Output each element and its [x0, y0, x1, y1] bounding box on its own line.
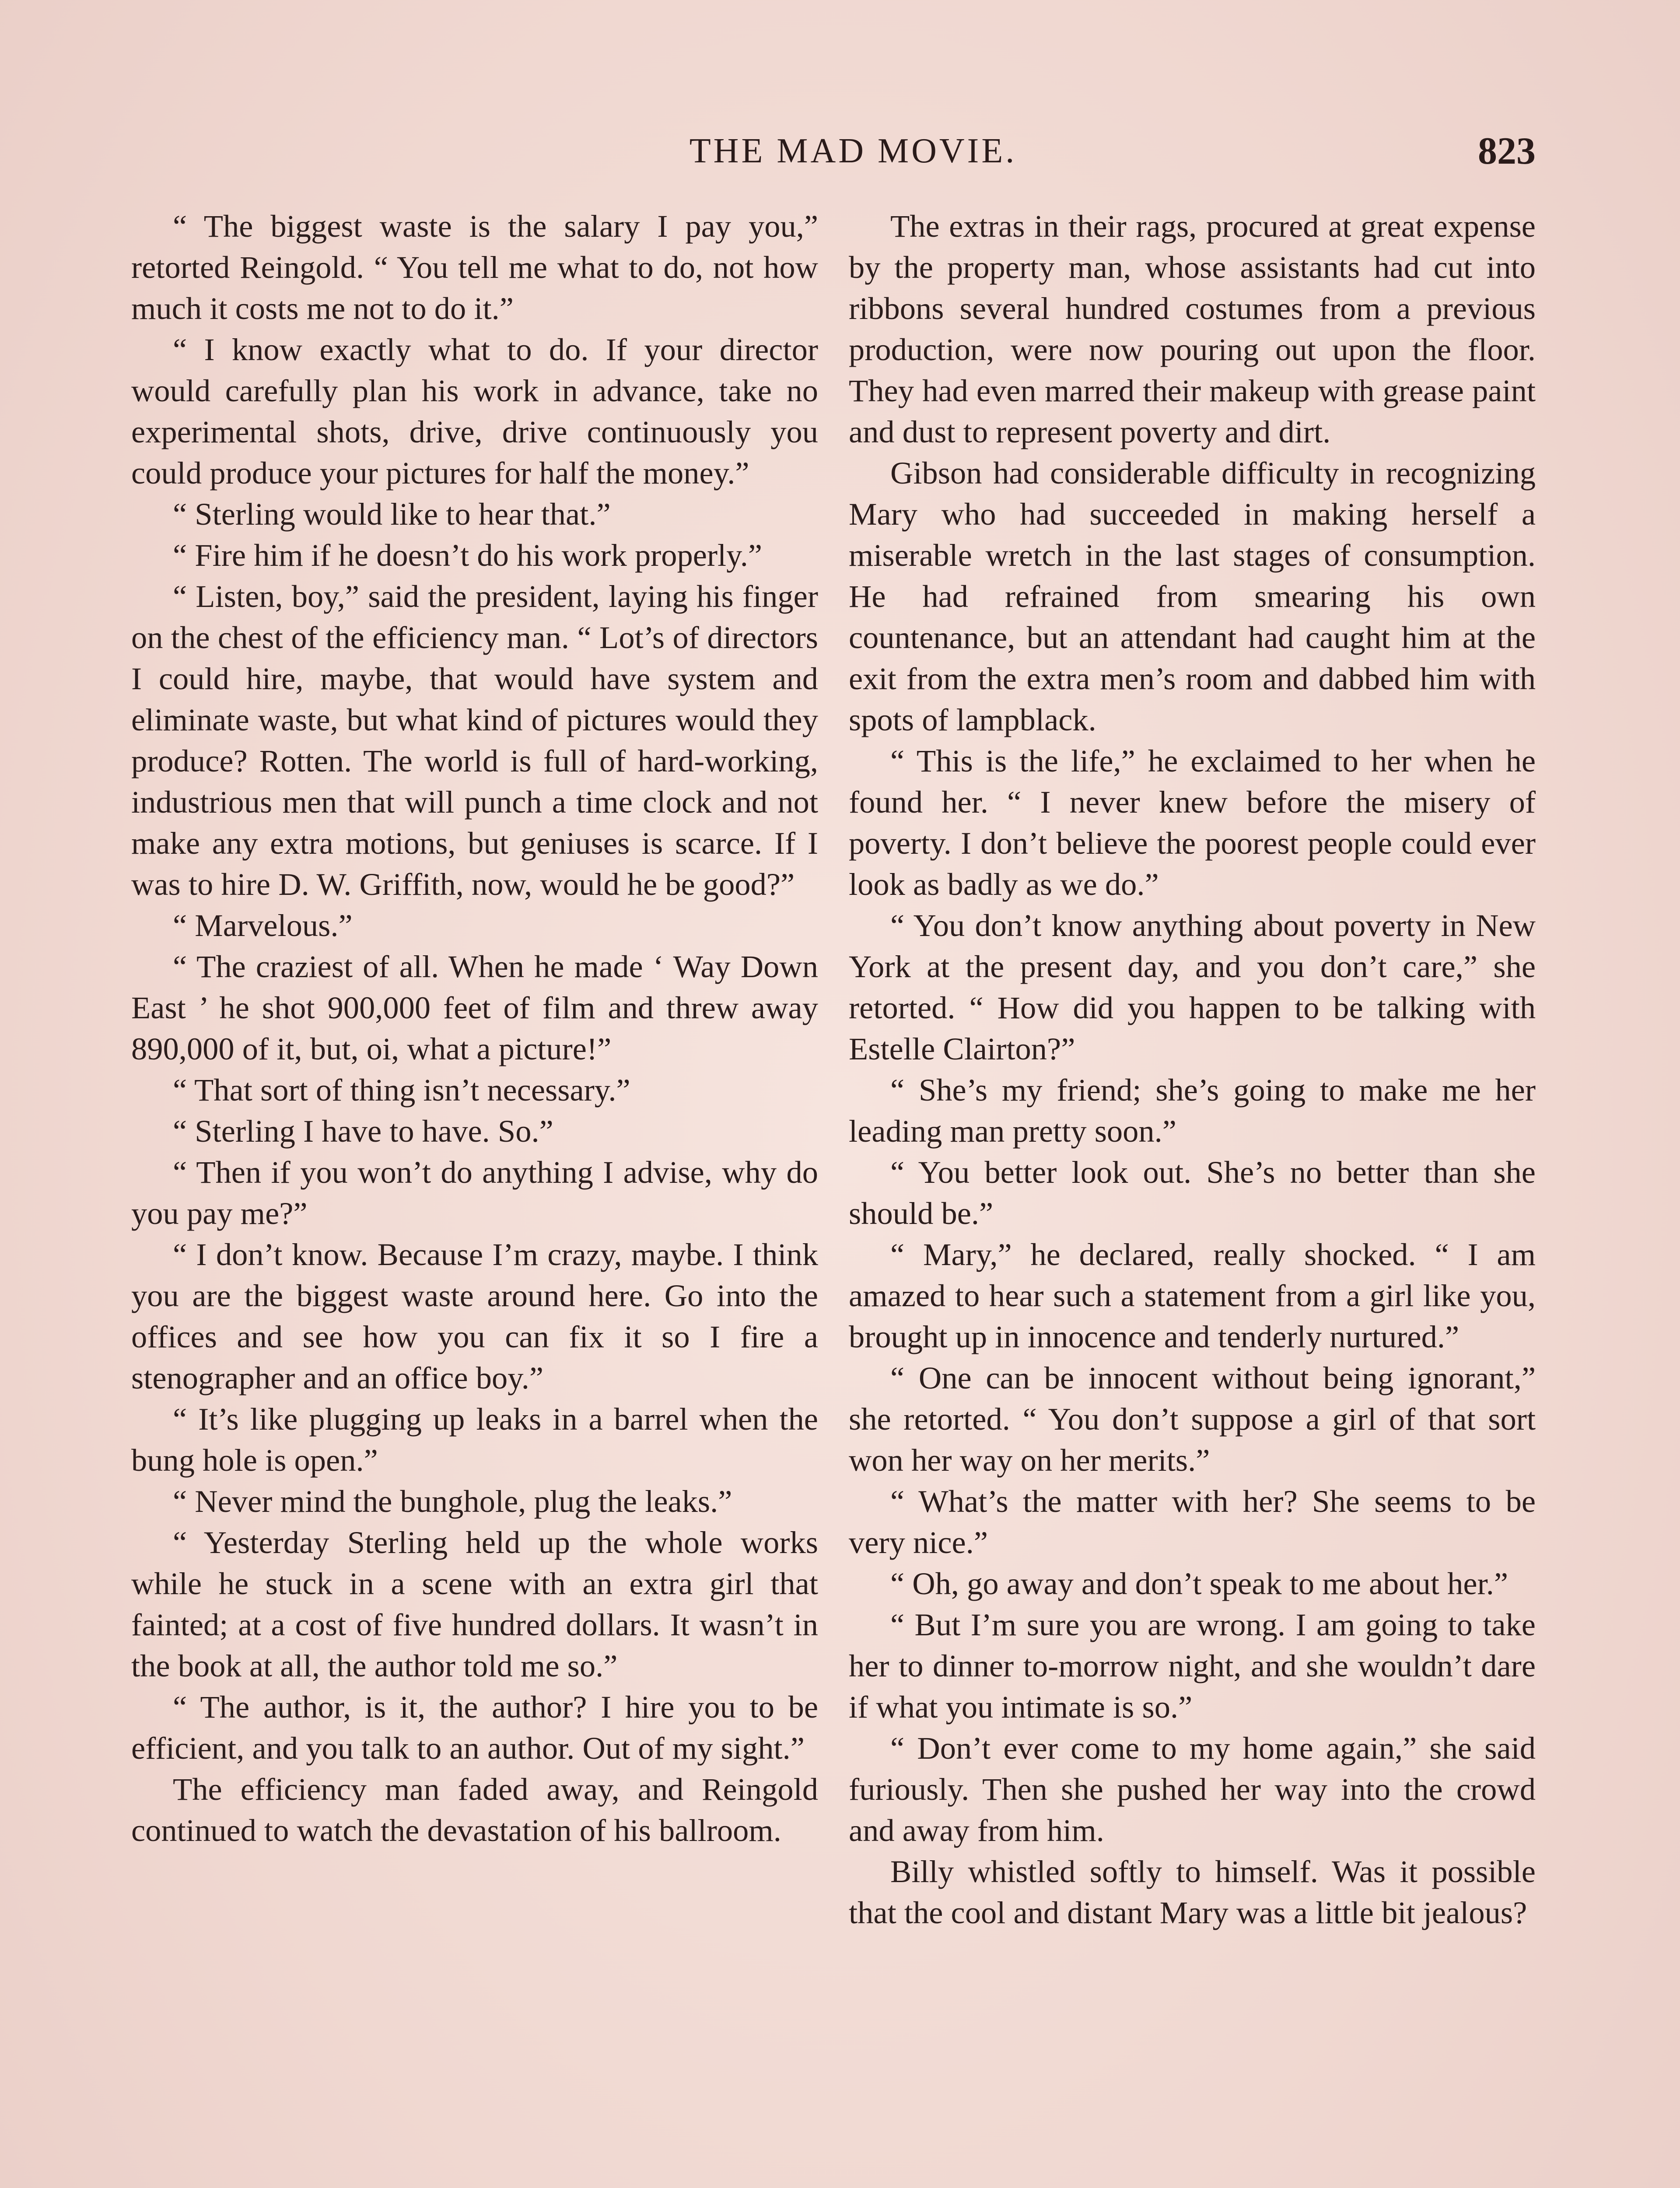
paragraph: “ Fire him if he doesn’t do his work properly.”	[173, 537, 763, 573]
paragraph: Billy whistled softly to himself. Was it possible that the cool and distant Mary was a little bit jealous?	[849, 1854, 1536, 1930]
paragraph: “ The biggest waste is the salary I pay you,” retorted Reingold. “ You tell me what to do, not how much it costs me not to do it.”	[131, 208, 818, 326]
paragraph: “ She’s my friend; she’s going to make me her leading man pretty soon.”	[849, 1072, 1536, 1149]
paragraph: The extras in their rags, procured at great expense by the property man, whose assistants had cut into ribbons several hundred costumes from a previous production, were now pouring out upon the floor. They had even marred their makeup with grease paint and dust to represent poverty and dirt.	[849, 208, 1536, 449]
right-text-column	[849, 206, 1536, 1933]
paragraph: “ Sterling I have to have. So.”	[173, 1113, 553, 1149]
paragraph: Gibson had considerable difficulty in recognizing Mary who had succeeded in making herself a miserable wretch in the last stages of consumption. He had refrained from smearing his own countenance, but an attendant had caught him at the exit from the extra men’s room and dabbed him with spots of lampblack.	[849, 455, 1536, 737]
paragraph: “ You don’t know anything about poverty in New York at the present day, and you don’t care,” she retorted. “ How did you happen to be talking with Estelle Clairton?”	[849, 908, 1536, 1066]
paragraph: “ Listen, boy,” said the president, laying his finger on the chest of the efficiency man. “ Lot’s of directors I could hire, maybe, that would have system and eliminate waste, but what kind of pictures would they produce? Rotten. The world is full of hard-working, industrious men that will punch a time clock and not make any extra motions, but geniuses is scarce. If I was to hire D. W. Griffith, now, would he be good?”	[131, 579, 818, 902]
paragraph: The efficiency man faded away, and Reingold continued to watch the devastation of his ballroom.	[131, 1771, 818, 1848]
paragraph: “ That sort of thing isn’t necessary.”	[173, 1072, 630, 1108]
paragraph: “ The craziest of all. When he made ‘ Way Down East ’ he shot 900,000 feet of film and threw away 890,000 of it, but, oi, what a picture!”	[131, 949, 818, 1066]
paragraph: “ Never mind the bunghole, plug the leaks.”	[173, 1483, 732, 1519]
paragraph: “ Then if you won’t do anything I advise, why do you pay me?”	[131, 1154, 818, 1231]
paragraph: “ But I’m sure you are wrong. I am going to take her to dinner to-morrow night, and she wouldn’t dare if what you intimate is so.”	[849, 1607, 1536, 1725]
paragraph: “ You better look out. She’s no better than she should be.”	[849, 1154, 1536, 1231]
paragraph: “ Yesterday Sterling held up the whole works while he stuck in a scene with an extra girl that fainted; at a cost of five hundred dollars. It wasn’t in the book at all, the author told me so.”	[131, 1525, 818, 1683]
paragraph: “ This is the life,” he exclaimed to her when he found her. “ I never knew before the misery of poverty. I don’t believe the poorest people could ever look as badly as we do.”	[849, 743, 1536, 902]
paragraph: “ The author, is it, the author? I hire you to be efficient, and you talk to an author. Out of my sight.”	[131, 1689, 818, 1766]
paragraph: “ What’s the matter with her? She seems to be very nice.”	[849, 1483, 1536, 1560]
paragraph: “ Marvelous.”	[173, 908, 353, 943]
paragraph: “ Mary,” he declared, really shocked. “ I am amazed to hear such a statement from a girl like you, brought up in innocence and tenderly nurtured.”	[849, 1237, 1536, 1354]
paragraph: “ Sterling would like to hear that.”	[173, 496, 611, 532]
paragraph: “ I don’t know. Because I’m crazy, maybe. I think you are the biggest waste around here. Go into the offices and see how you can fix it so I fire a stenographer and an office boy.”	[131, 1237, 818, 1396]
paragraph: “ Don’t ever come to my home again,” she said furiously. Then she pushed her way into the crowd and away from him.	[849, 1730, 1536, 1848]
page-number: 823	[1478, 130, 1536, 172]
paragraph: “ Oh, go away and don’t speak to me about her.”	[890, 1566, 1508, 1601]
running-header-title: THE MAD MOVIE.	[689, 132, 1017, 170]
paragraph: “ One can be innocent without being ignorant,” she retorted. “ You don’t suppose a girl of that sort won her way on her merits.”	[849, 1360, 1536, 1478]
paragraph: “ It’s like plugging up leaks in a barrel when the bung hole is open.”	[131, 1401, 818, 1478]
left-text-column	[131, 206, 818, 1851]
paragraph: “ I know exactly what to do. If your director would carefully plan his work in advance, take no experimental shots, drive, drive continuously you could produce your pictures for half the money.”	[131, 332, 818, 491]
